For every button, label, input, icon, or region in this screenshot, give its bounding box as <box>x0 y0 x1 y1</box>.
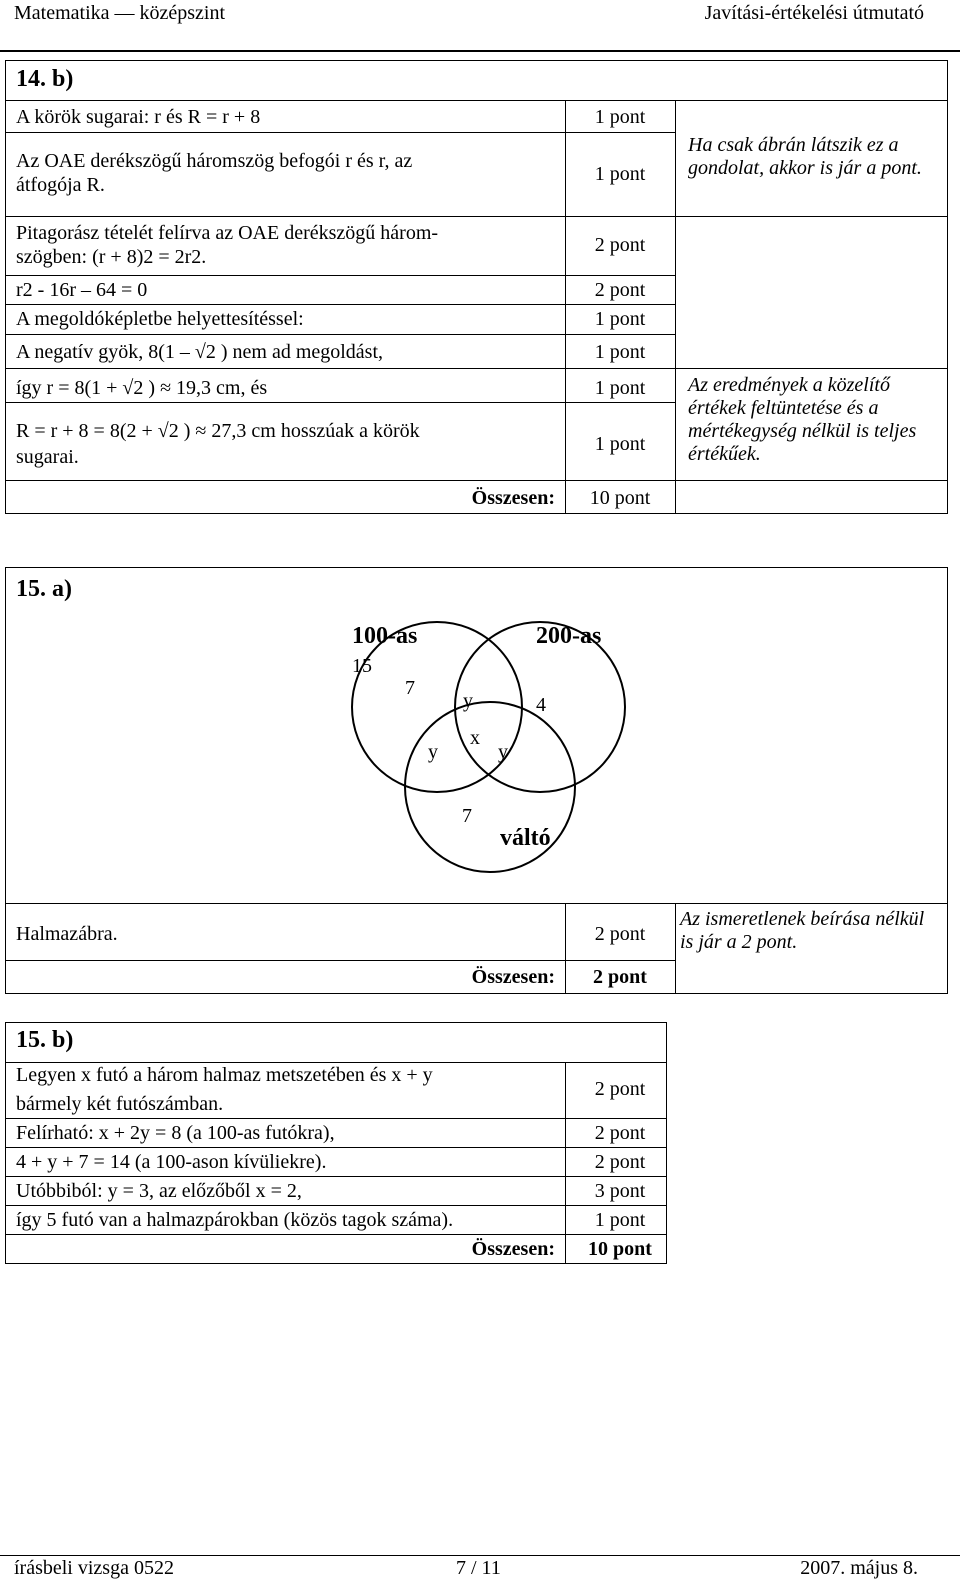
row-text: így r = 8(1 + √2 ) ≈ 19,3 cm, és <box>16 377 268 399</box>
row-text: sugarai. <box>16 446 79 468</box>
row-points: 1 pont <box>594 1209 646 1231</box>
note-14b-2: Az eredmények a közelítő értékek feltüntetése és a mértékegység nélkül is teljes értékűek. <box>688 374 917 465</box>
venn-value: y <box>463 690 473 712</box>
total-points: 10 pont <box>589 487 651 509</box>
note-15a: Az ismeretlenek beírása nélkül is jár a 2 pont. <box>680 908 925 953</box>
row-text: 4 + y + 7 = 14 (a 100-ason kívüliekre). <box>16 1151 327 1173</box>
header-right: Javítási-értékelési útmutató <box>704 2 924 24</box>
row-points: 1 pont <box>594 341 646 363</box>
venn-label-valto: váltó <box>500 825 551 851</box>
row-text: Legyen x futó a három halmaz metszetében és x + y <box>16 1064 433 1086</box>
row-text: így 5 futó van a halmazpárokban (közös tagok száma). <box>16 1209 454 1231</box>
row-points: 1 pont <box>594 106 646 128</box>
total-points: 2 pont <box>593 966 647 988</box>
total-label: Összesen: <box>471 966 555 988</box>
header-rule <box>0 50 960 52</box>
row-text: R = r + 8 = 8(2 + √2 ) ≈ 27,3 cm hosszúak a körök <box>16 420 420 442</box>
venn-value: 15 <box>352 655 372 677</box>
row-text: A körök sugarai: r és R = r + 8 <box>16 106 261 128</box>
row-points: 1 pont <box>594 308 646 330</box>
total-label: Összesen: <box>471 487 555 509</box>
venn-value: 7 <box>405 677 415 699</box>
venn-value: x <box>470 727 480 749</box>
section-title-15b: 15. b) <box>16 1027 74 1053</box>
note-14b-1: Ha csak ábrán látszik ez a gondolat, akkor is jár a pont. <box>688 134 922 179</box>
footer-page-number: 7 / 11 <box>456 1557 501 1579</box>
row-points: 3 pont <box>594 1180 646 1202</box>
row-points: 1 pont <box>594 163 646 185</box>
venn-value: y <box>498 741 508 763</box>
row-text: bármely két futószámban. <box>16 1093 224 1115</box>
venn-value: y <box>428 741 438 763</box>
row-text: Felírható: x + 2y = 8 (a 100-as futókra), <box>16 1122 335 1144</box>
header-left: Matematika — középszint <box>14 2 226 24</box>
total-label: Összesen: <box>471 1238 555 1260</box>
row-points: 2 pont <box>594 279 646 301</box>
row-points: 1 pont <box>594 433 646 455</box>
row-points: 2 pont <box>594 1122 646 1144</box>
row-text: Pitagorász tételét felírva az OAE derékszögű három- <box>16 222 439 244</box>
row-text: r2 - 16r – 64 = 0 <box>16 279 148 301</box>
section-title-14b: 14. b) <box>16 66 74 92</box>
row-text: Az OAE derékszögű háromszög befogói r és r, az <box>16 150 413 172</box>
venn-label-100: 100-as <box>352 623 418 649</box>
row-text: A negatív gyök, 8(1 – √2 ) nem ad megoldást, <box>16 341 384 363</box>
footer-left: írásbeli vizsga 0522 <box>14 1557 174 1579</box>
venn-value: 4 <box>536 694 546 716</box>
row-text: átfogója R. <box>16 174 105 196</box>
total-points: 10 pont <box>588 1238 652 1260</box>
venn-value: 7 <box>462 805 472 827</box>
footer-right: 2007. május 8. <box>800 1557 918 1579</box>
row-points: 2 pont <box>594 1151 646 1173</box>
row-text: szögben: (r + 8)2 = 2r2. <box>16 246 207 268</box>
row-text: Utóbbiból: y = 3, az előzőből x = 2, <box>16 1180 302 1202</box>
row-points: 2 pont <box>594 923 646 945</box>
row-points: 2 pont <box>594 234 646 256</box>
row-text: Halmazábra. <box>16 923 118 945</box>
row-points: 1 pont <box>594 377 646 399</box>
row-points: 2 pont <box>594 1078 646 1100</box>
section-title-15a: 15. a) <box>16 576 72 602</box>
page-header <box>0 0 960 54</box>
row-text: A megoldóképletbe helyettesítéssel: <box>16 308 304 330</box>
venn-label-200: 200-as <box>536 623 602 649</box>
